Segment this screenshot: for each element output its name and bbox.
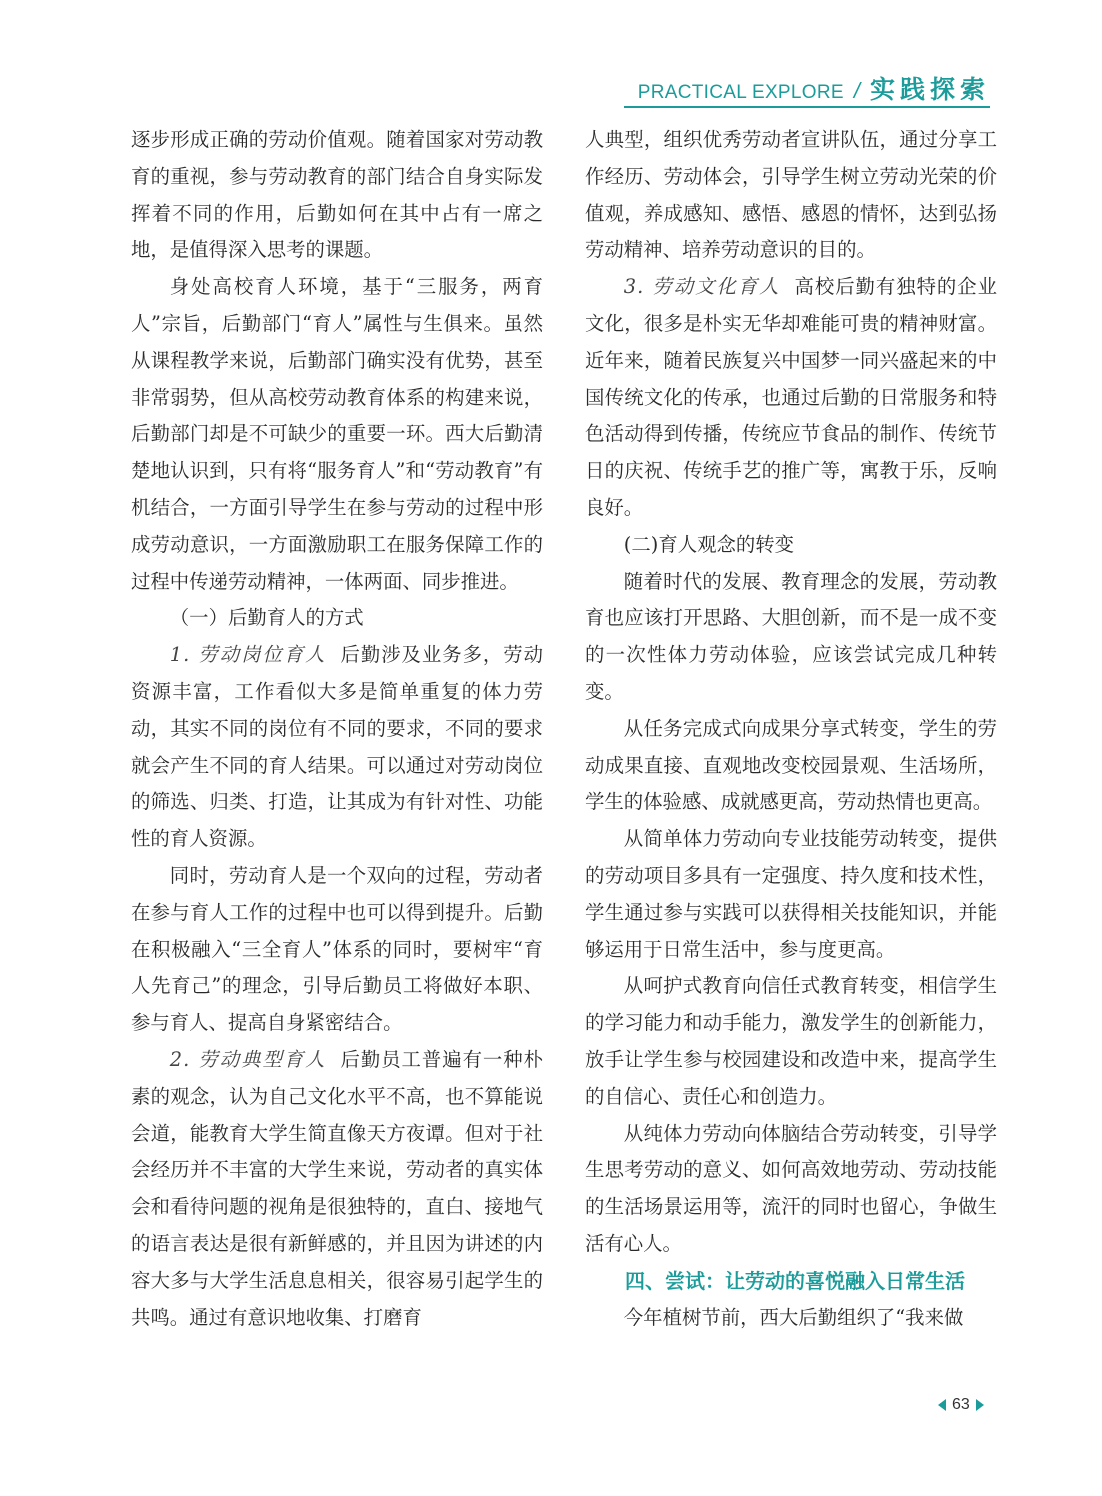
page-footer [938,1396,984,1414]
paragraph: 人典型，组织优秀劳动者宣讲队伍，通过分享工作经历、劳动体会，引导学生树立劳动光荣的价值观，养成感知、感悟、感恩的情怀，达到弘扬劳动精神、培养劳动意识的目的。 [585,128,997,262]
paragraph: 随着时代的发展、教育理念的发展，劳动教育也应该打开思路、大胆创新，而不是一成不变的一次性体力劳动体验，应该尝试完成几种转变。 [585,569,997,703]
right-column [585,122,997,1336]
header-chinese-title: 实践探索 [869,75,990,104]
paragraph: 身处高校育人环境，基于“三服务，两育人”宗旨，后勤部门“育人”属性与生俱来。虽然从课程教学来说，后勤部门确实没有优势，甚至非常弱势，但从高校劳动教育体系的构建来说，后勤部门却是不可缺少的重要一环。西大后勤清楚地认识到，只有将“服务育人”和“劳动教育”有机结合，一方面引导学生在参与劳动的过程中形成劳动意识，一方面激励职工在服务保障工作的过程中传递劳动精神，一体两面、同步推进。 [131,275,543,593]
paragraph: 从纯体力劳动向体脑结合劳动转变，引导学生思考劳动的意义、如何高效地劳动、劳动技能的生活场景运用等，流汗的同时也留心，争做生活有心人。 [585,1121,997,1255]
paragraph-lead: 3. 劳动文化育人 [623,275,781,299]
paragraph: 1. 劳动岗位育人 后勤涉及业务多，劳动资源丰富，工作看似大多是简单重复的体力劳动，其实不同的岗位有不同的要求，不同的要求就会产生不同的育人结果。可以通过对劳动岗位的筛选、归类、打造，让其成为有针对性、功能性的育人资源。 [131,643,544,851]
paragraph: 从呵护式教育向信任式教育转变，相信学生的学习能力和动手能力，激发学生的创新能力，放手让学生参与校园建设和改造中来，提高学生的自信心、责任心和创造力。 [585,974,997,1108]
paragraph: 2. 劳动典型育人 后勤员工普遍有一种朴素的观念，认为自己文化水平不高，也不算能说会道，能教育大学生简直像天方夜谭。但对于社会经历并不丰富的大学生来说，劳动者的真实体会和看待问题的视角是很独特的，直白、接地气的语言表达是很有新鲜感的，并且因为讲述的内容大多与大学生活息息相关，很容易引起学生的共鸣。通过有意识地收集、打磨育 [131,1047,544,1329]
section-heading: 四、尝试：让劳动的喜悦融入日常生活 [625,1268,965,1293]
page-number: 63 [952,1396,970,1413]
paragraph: 逐步形成正确的劳动价值观。随着国家对劳动教育的重视，参与劳动教育的部门结合自身实际发挥着不同的作用，后勤如何在其中占有一席之地，是值得深入思考的课题。 [131,128,543,262]
paragraph: 从简单体力劳动向专业技能劳动转变，提供的劳动项目多具有一定强度、持久度和技术性，学生通过参与实践可以获得相关技能知识，并能够运用于日常生活中，参与度更高。 [585,827,997,961]
paragraph: 3. 劳动文化育人 高校后勤有独特的企业文化，很多是朴实无华却难能可贵的精神财富。近年来，随着民族复兴中国梦一同兴盛起来的中国传统文化的传承，也通过后勤的日常服务和特色活动得到传播，传统应节食品的制作、传统节日的庆祝、传统手艺的推广等，寓教于乐，反响良好。 [585,275,998,519]
left-column [131,122,543,1336]
paragraph: 今年植树节前，西大后勤组织了“我来做 [623,1305,964,1329]
paragraph: 从任务完成式向成果分享式转变，学生的劳动成果直接、直观地改变校园景观、生活场所，学生的体验感、成就感更高，劳动热情也更高。 [585,716,997,814]
subsection-heading: （一）后勤育人的方式 [169,606,364,630]
subsection-heading: (二)育人观念的转变 [623,532,795,556]
triangle-left-icon [938,1399,946,1411]
paragraph: 同时，劳动育人是一个双向的过程，劳动者在参与育人工作的过程中也可以得到提升。后勤在积极融入“三全育人”体系的同时，要树牢“育人先育己”的理念，引导后勤员工将做好本职、参与育人、提高自身紧密结合。 [131,863,543,1035]
triangle-right-icon [976,1399,984,1411]
header-separator: / [853,78,860,103]
header-english-title: PRACTICAL EXPLORE [637,82,844,103]
paragraph-lead: 2. 劳动典型育人 [169,1047,327,1071]
paragraph-lead: 1. 劳动岗位育人 [169,643,327,667]
running-header [638,70,990,106]
header-rule [624,106,990,108]
